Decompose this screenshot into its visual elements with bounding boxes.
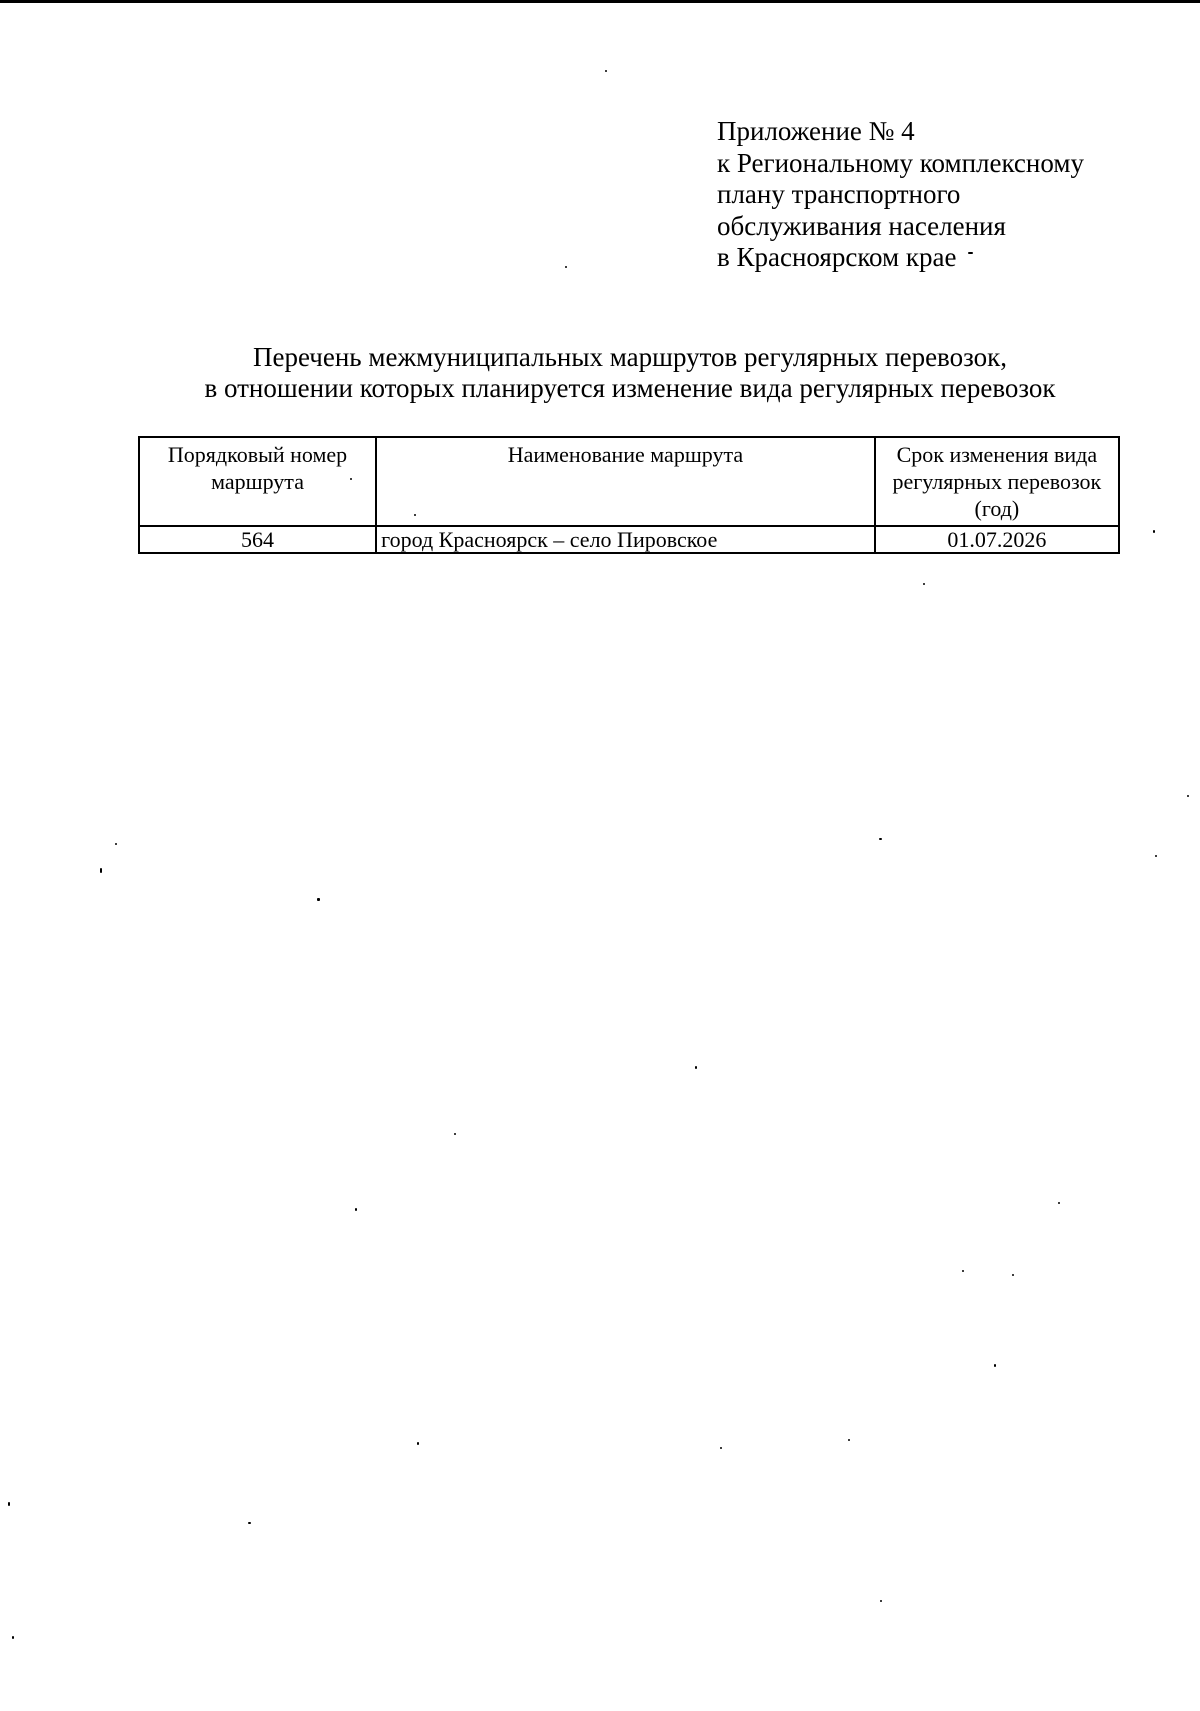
scan-speck: [317, 898, 320, 901]
scan-speck: [8, 1502, 10, 1506]
scan-speck: [605, 70, 607, 72]
title-line-1: Перечень межмуниципальных маршрутов регулярных перевозок,: [253, 342, 1007, 372]
scan-speck: [417, 1442, 419, 1445]
scan-top-edge: [0, 0, 1200, 3]
appendix-line-5: в Красноярском крае: [717, 242, 957, 272]
scan-speck: [880, 1600, 882, 1602]
header-route-number: Порядковый номер маршрута: [139, 437, 376, 526]
scan-speck: [1012, 1274, 1014, 1276]
cell-route-number: 564: [139, 526, 376, 553]
scan-speck: [695, 1066, 697, 1069]
scan-speck: [1155, 855, 1157, 857]
scan-speck: [565, 266, 567, 268]
scan-speck: [879, 838, 882, 840]
scan-speck: [994, 1364, 996, 1367]
header-change-date: Срок изменения вида регулярных перевозок (год): [875, 437, 1119, 526]
scan-speck: [350, 478, 352, 480]
appendix-number: Приложение № 4: [717, 116, 915, 146]
scan-speck: [12, 1636, 14, 1639]
scan-speck: [848, 1439, 850, 1441]
scan-speck: [100, 868, 102, 873]
scan-speck: [720, 1447, 722, 1449]
appendix-line-4: обслуживания населения: [717, 210, 1006, 241]
scan-speck: [355, 1208, 357, 1211]
appendix-header: [717, 116, 1177, 274]
scan-speck: [115, 843, 117, 845]
scan-speck: [923, 583, 925, 585]
document-title: [130, 342, 1130, 404]
routes-table: [138, 436, 1120, 554]
scan-speck: [968, 252, 973, 254]
scan-speck: [1058, 1202, 1060, 1204]
scan-speck: [1153, 530, 1155, 533]
table-row: [139, 526, 1119, 553]
scan-speck: [454, 1133, 456, 1135]
scan-speck: [962, 1270, 964, 1272]
scan-speck: [248, 1522, 251, 1524]
title-line-2: в отношении которых планируется изменение вида регулярных перевозок: [204, 373, 1056, 403]
appendix-line-2: к Региональному комплексному: [717, 147, 1084, 178]
cell-route-name: город Красноярск – село Пировское: [376, 526, 875, 553]
cell-change-date: 01.07.2026: [875, 526, 1119, 553]
scan-speck: [1187, 795, 1189, 797]
header-route-name: Наименование маршрута: [376, 437, 875, 526]
scan-speck: [414, 514, 416, 516]
table-header-row: [139, 437, 1119, 526]
appendix-line-3: плану транспортного: [717, 179, 961, 209]
